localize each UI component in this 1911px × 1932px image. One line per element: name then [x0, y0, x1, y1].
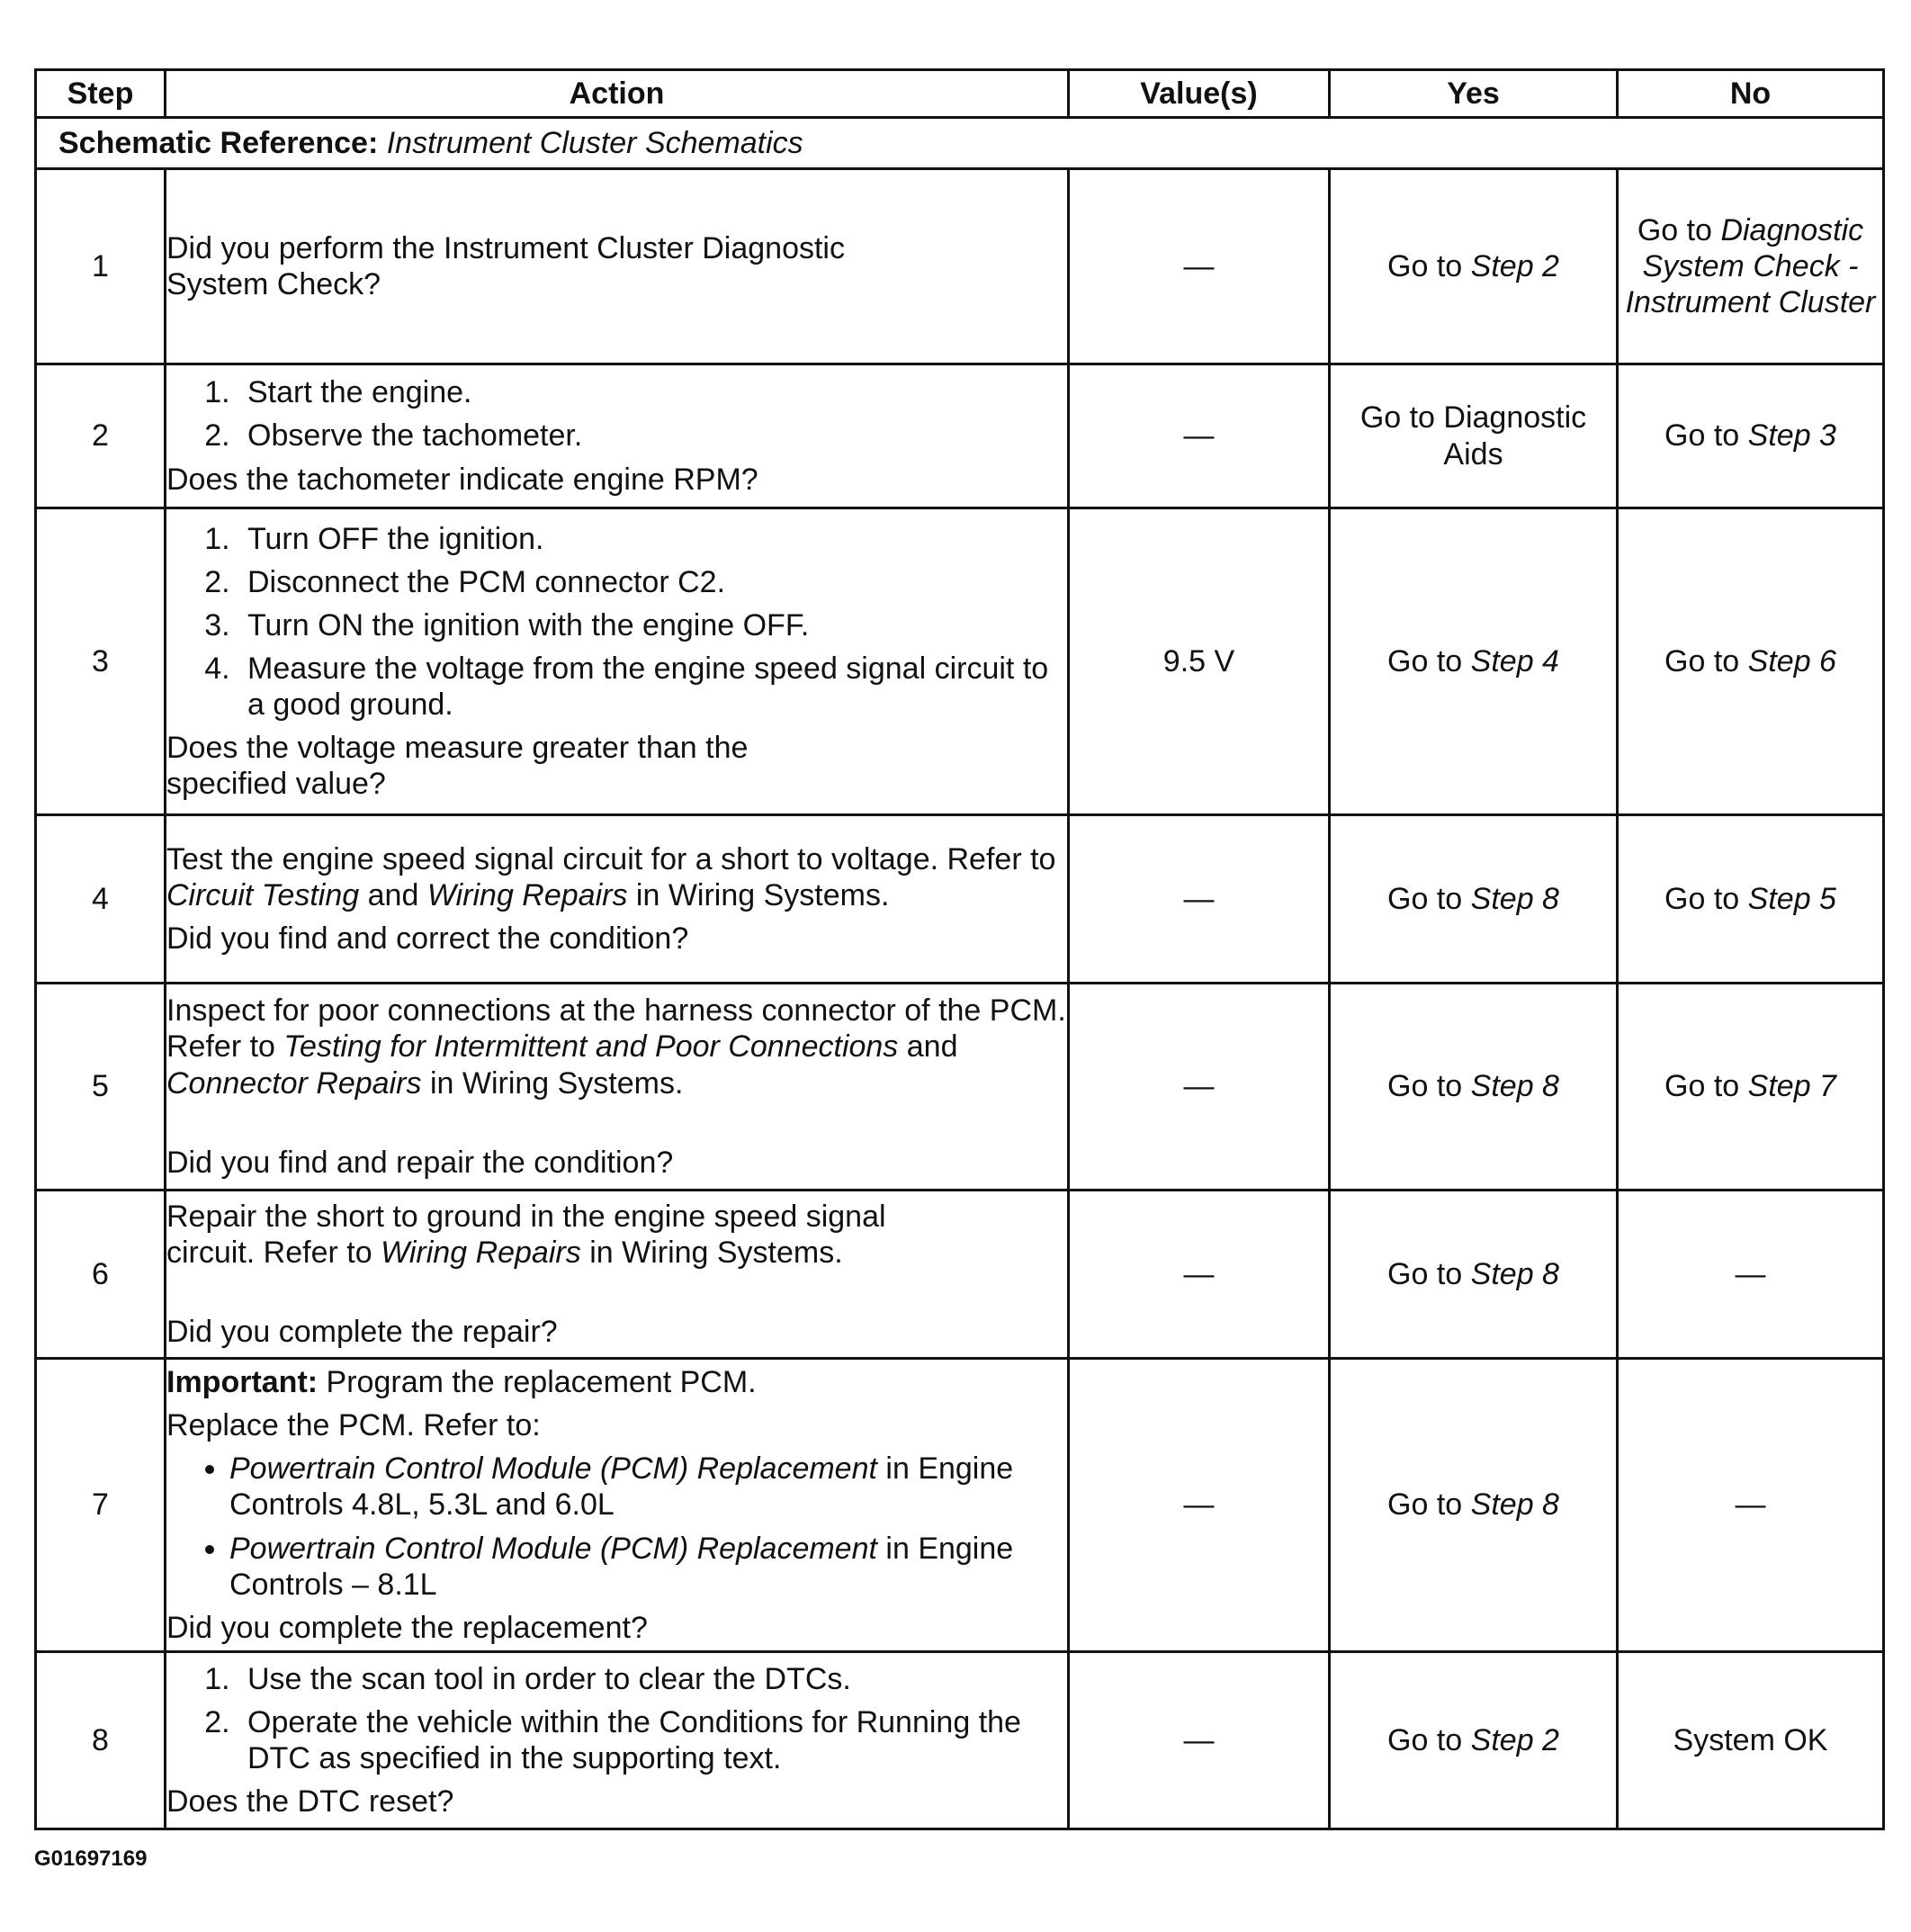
value-cell: —: [1069, 1191, 1330, 1359]
action-question: Did you find and correct the condition?: [166, 921, 689, 957]
schematic-label: Schematic Reference:: [58, 125, 379, 160]
no-step-ref: Step 5: [1747, 881, 1836, 916]
value-cell: —: [1069, 1652, 1330, 1829]
action-cell: [166, 1652, 1069, 1829]
yes-step-ref: Step 8: [1470, 1487, 1559, 1523]
reference-text: in Engine Controls 4.8L, 5.3L and 6.0L: [229, 1451, 1014, 1523]
no-prefix: Go to: [1664, 1069, 1740, 1104]
action-step-item: 1. Turn OFF the ignition.: [238, 521, 1067, 557]
reference-text: in Engine Controls – 8.1L: [229, 1531, 1014, 1602]
yes-cell: [1330, 1359, 1618, 1652]
yes-step-ref: Step 2: [1470, 1722, 1559, 1757]
important-text: Program the replacement PCM.: [326, 1365, 757, 1400]
no-ref: Diagnostic System Check - Instrument Cluster: [1625, 212, 1876, 320]
table-row: [36, 1191, 1884, 1359]
no-prefix: Go to: [1664, 418, 1740, 454]
yes-step-ref: Step 2: [1470, 248, 1559, 283]
yes-prefix: Go to: [1387, 881, 1463, 916]
yes-prefix: Go to: [1387, 643, 1463, 678]
action-steps: [166, 374, 1067, 454]
table-row: [36, 508, 1884, 815]
action-cell: [166, 169, 1069, 364]
action-cell: [166, 364, 1069, 508]
action-ref-b: Wiring Repairs: [426, 877, 628, 912]
action-text-b: and: [367, 877, 419, 912]
schematic-link: Instrument Cluster Schematics: [386, 125, 803, 160]
step-number: 2: [36, 364, 166, 508]
no-cell: [1618, 364, 1884, 508]
value-cell: 9.5 V: [1069, 508, 1330, 815]
action-step-item: 3. Turn ON the ignition with the engine OFF.: [238, 607, 1067, 643]
action-text-a: Test the engine speed signal circuit for a short to voltage. Refer to: [166, 841, 1056, 876]
action-text-c: in Wiring Systems.: [589, 1235, 843, 1270]
table-row: [36, 984, 1884, 1191]
action-step-item: 1. Use the scan tool in order to clear the DTCs.: [238, 1661, 1067, 1697]
action-step-item: 4. Measure the voltage from the engine speed signal circuit to a good ground.: [238, 651, 1067, 723]
yes-prefix: Go to: [1387, 248, 1463, 283]
step-number: 4: [36, 815, 166, 984]
important-label: Important:: [166, 1365, 318, 1400]
yes-step-ref: Step 8: [1470, 881, 1559, 916]
action-text-b: and: [906, 1029, 958, 1065]
value-cell: —: [1069, 169, 1330, 364]
step-number: 5: [36, 984, 166, 1191]
yes-cell: Go to Diagnostic Aids: [1330, 364, 1618, 508]
step-number: 7: [36, 1359, 166, 1652]
no-prefix: Go to: [1637, 212, 1712, 247]
step-number: 1: [36, 169, 166, 364]
schematic-reference: [36, 118, 1884, 169]
action-text: [166, 1199, 976, 1271]
yes-step-ref: Step 8: [1470, 1069, 1559, 1104]
action-question: Did you complete the repair?: [166, 1315, 558, 1350]
action-steps: [166, 521, 1067, 723]
action-question: Does the tachometer indicate engine RPM?: [166, 462, 758, 497]
action-question: Does the DTC reset?: [166, 1784, 454, 1820]
action-text-a: Repair the short to ground in the engine speed signal circuit. Refer to: [166, 1199, 886, 1270]
header-action: Action: [166, 70, 1069, 118]
action-ref-b: Connector Repairs: [166, 1065, 422, 1101]
action-question: Did you find and repair the condition?: [166, 1145, 674, 1180]
action-text: [166, 841, 1067, 913]
action-cell: [166, 508, 1069, 815]
no-step-ref: Step 7: [1747, 1069, 1836, 1104]
action-cell: [166, 1191, 1069, 1359]
no-cell: [1618, 984, 1884, 1191]
header-row: [36, 70, 1884, 118]
table-row: [36, 815, 1884, 984]
action-intro: Replace the PCM. Refer to:: [166, 1408, 541, 1443]
no-cell: [1618, 508, 1884, 815]
spacer: [166, 1109, 1067, 1145]
figure-id: G01697169: [34, 1847, 148, 1871]
action-steps: [166, 1661, 1067, 1776]
yes-prefix: Go to: [1387, 1256, 1463, 1291]
header-yes: Yes: [1330, 70, 1618, 118]
action-text-c: in Wiring Systems.: [429, 1065, 684, 1101]
yes-step-ref: Step 4: [1470, 643, 1559, 678]
action-question: Did you perform the Instrument Cluster Diagnostic System Check?: [166, 230, 845, 301]
step-number: 6: [36, 1191, 166, 1359]
value-cell: —: [1069, 815, 1330, 984]
no-cell: System OK: [1618, 1652, 1884, 1829]
table-row: [36, 169, 1884, 364]
no-prefix: Go to: [1664, 643, 1740, 678]
reference-link: Powertrain Control Module (PCM) Replacement: [229, 1531, 877, 1566]
yes-cell: [1330, 984, 1618, 1191]
table-row: [36, 364, 1884, 508]
no-cell: —: [1618, 1359, 1884, 1652]
action-ref-a: Testing for Intermittent and Poor Connections: [283, 1029, 899, 1065]
no-cell: [1618, 815, 1884, 984]
header-values: Value(s): [1069, 70, 1330, 118]
yes-prefix: Go to: [1387, 1487, 1463, 1523]
reference-list: [166, 1451, 1067, 1602]
yes-cell: [1330, 169, 1618, 364]
yes-cell: [1330, 1191, 1618, 1359]
reference-item: [229, 1531, 1067, 1603]
yes-step-ref: Step 8: [1470, 1256, 1559, 1291]
step-number: 8: [36, 1652, 166, 1829]
no-step-ref: Step 3: [1747, 418, 1836, 454]
action-cell: [166, 984, 1069, 1191]
value-cell: —: [1069, 1359, 1330, 1652]
value-cell: —: [1069, 984, 1330, 1191]
schematic-row: [36, 118, 1884, 169]
no-prefix: Go to: [1664, 881, 1740, 916]
action-cell: [166, 1359, 1069, 1652]
action-ref-a: Wiring Repairs: [381, 1235, 581, 1270]
yes-cell: [1330, 508, 1618, 815]
table-row: [36, 1652, 1884, 1829]
action-step-item: 2. Observe the tachometer.: [238, 418, 1067, 454]
diagnostic-table: [34, 68, 1885, 1830]
reference-link: Powertrain Control Module (PCM) Replacement: [229, 1451, 877, 1487]
yes-cell: [1330, 815, 1618, 984]
action-ref-a: Circuit Testing: [166, 877, 360, 912]
no-cell: [1618, 169, 1884, 364]
no-cell: —: [1618, 1191, 1884, 1359]
action-step-item: 2. Operate the vehicle within the Conditions for Running the DTC as specified in the supporting text.: [238, 1704, 1067, 1776]
action-text-c: in Wiring Systems.: [635, 877, 890, 912]
yes-prefix: Go to: [1387, 1722, 1463, 1757]
header-no: No: [1618, 70, 1884, 118]
table-row: [36, 1359, 1884, 1652]
action-cell: [166, 815, 1069, 984]
action-step-item: 1. Start the engine.: [238, 374, 1067, 410]
no-step-ref: Step 6: [1747, 643, 1836, 678]
yes-prefix: Go to: [1387, 1069, 1463, 1104]
yes-cell: [1330, 1652, 1618, 1829]
action-text: [166, 993, 1067, 1101]
action-step-item: 2. Disconnect the PCM connector C2.: [238, 564, 1067, 600]
spacer: [166, 1278, 1067, 1314]
step-number: 3: [36, 508, 166, 815]
action-question: Does the voltage measure greater than the specified value?: [166, 731, 749, 802]
reference-item: [229, 1451, 1067, 1523]
header-step: Step: [36, 70, 166, 118]
action-text-a: Inspect for poor connections at the harness connector of the PCM. Refer to: [166, 993, 1066, 1065]
action-question: Did you complete the replacement?: [166, 1610, 648, 1645]
value-cell: —: [1069, 364, 1330, 508]
important-note: [166, 1364, 1067, 1400]
